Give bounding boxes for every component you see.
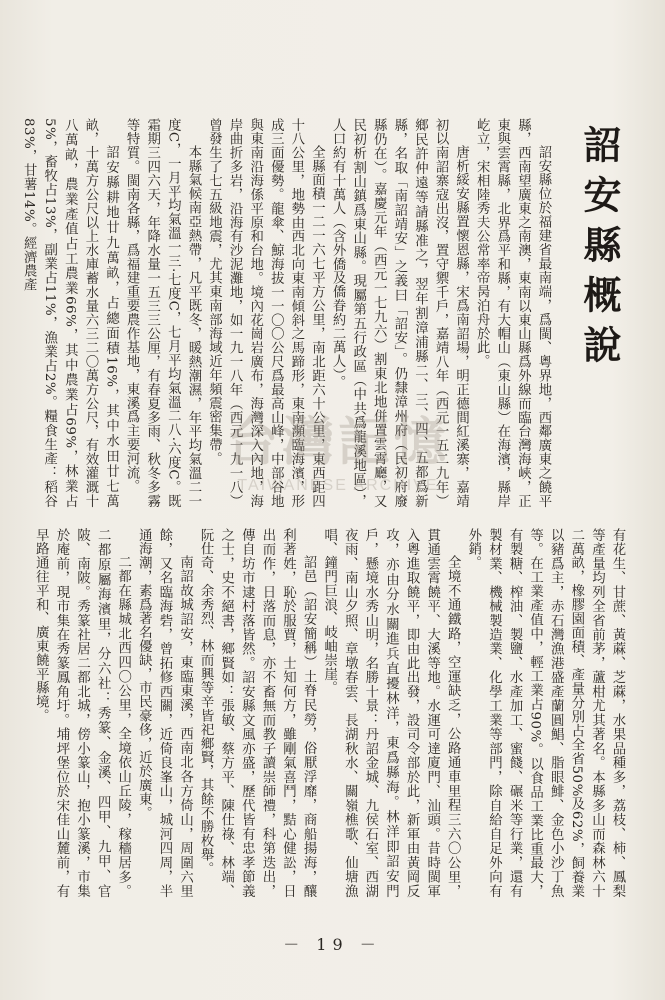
paragraph-2: 唐析綏安縣置懷恩縣，宋爲南詔場，明正德間紅溪寨，嘉靖初以南詔寨寇出沒，置守禦千戶，嘉靖八年（西元一五二九年）鄉民許仲遠等請縣准之，翌年割漳浦縣二、三、四、五都爲新縣，名取「南詔靖安」之義曰「詔安」。仍隸漳州府（民初府廢縣仍在）。嘉慶元年（西元一七九六）割東北地併置雲霄廳，又民初析割山鎮爲東山縣。現屬第五行政區（中共爲龍溪地區），人口約有十萬人（含外僑及僑眷約二萬人）。 [330,118,469,508]
paragraph-3: 全縣面積一二一六七平方公里，南北距六十公里，東西距四十八公里，地勢由西北向東南傾斜之馬蹄形，東南瀕臨海濱，形成三面優勢。龍傘、鯨海拔一一〇〇公尺爲最高山峰，中部谷地與東南沿海係平原和台地。境內花崗岩廣布，海灣深入內地，海岸曲折多岩，沿海有沙泥灘地，如一九一八年（西元一九一八）曾發生了七五級地震，尤其東南部海域近年頻震密集帶。 [206,118,325,508]
article-title: 詔安縣概說 [577,125,622,375]
watermark-subtext: TAIWANESE ARCHIVE [237,477,439,494]
paragraph-9: 南詔故城詔安，東臨東溪，西南北各方倚山，周圍六里餘，又名臨海砦，曾拓修西關，近倚良峯山，城河四周，半通海潮，素爲著名優缺，市民豪侈，近於廣東。 [136,528,193,898]
watermark-text: 台灣記憶 [225,414,450,472]
paragraph-5: 詔安縣耕地廿九萬畝，占總面積16%，其中水田廿七萬畝，十萬方公尺以上水庫蓄水量六三二〇萬方公尺，有效灌溉十八萬畝，農業產值占工農業66%，其中農業占69%，林業占5%，畜牧占13%，副業占11%，漁業占2%。糧食生產：稻谷83%，甘薯14%。經濟農產 [21,118,119,508]
paragraph-4: 本縣氣候南亞熱帶，凡平既冬，暖熱潮濕，年平均氣溫二一度C，一月平均氣溫一三·七度C，七月平均氣溫二八·六度C。既霜期三四六天，年降水量一五三三公厘，有春夏多雨、秋冬多霧等特質。閩南各縣，爲福建重要農作基地，東溪爲主要河流。 [124,118,201,508]
page-number: － 19 － [283,935,382,954]
paragraph-7: 全境不通鐵路，空運缺乏，公路通車里程三六〇公里，貫通雲霄饒平、大溪等地。水運可達廈門、汕頭。昔時閩軍入粵進取饒平，即由此出發，設司令部於此，新軍由黃岡反攻，亦由分水關進兵直擾林洋，東爲縣海。林洋即詔安門戶，懸境水秀山明，名勝十景：丹詔金城、九侯石室、西湖夜雨、南山夕照、章墩春雲、長湖秋水、關嶺樵歌、仙塘漁唱、鐘門巨浪、岐岫崇崖。 [321,528,461,898]
paragraph-6: 有花生、甘蔗、黃蔴、芝蔴，水果品種多，荔枝、柿、鳳梨等產量均列全省前茅，蘆柑尤其著名。本縣多山而森林六十二萬畝，橡膠園面積、產量分別占全省50%及62%，飼養業以豬爲主，赤石灣漁港盛產蘭圓鯧、脂眼鯡、金色小沙丁魚等。在工業產值中，輕工業占90%。以食品工業比重最大，有製糖、榨油、製鹽、水產加工、蜜餞、碾米等行業，還有製材業、機械製造業、化學工業等部門，除自給自足外向有外銷。 [465,528,625,898]
paragraph-10: 二都在縣城北西四〇公里，全境依山丘陵，稼穡居多。二都原屬海濱里，分六社：秀篆、金溪、四甲、九甲、官陂、南陂。秀篆社居二都北城，傍小篆山，抱小篆溪，市集於庵前，現市集在秀篆鳳角圩。埔坪堡位於宋佳山麓前，有早路通往平和、廣東饒平縣境。 [33,528,131,898]
text-block-top [21,118,553,508]
text-block-bottom [33,528,627,898]
paragraph-8: 詔邑（詔安簡稱）土脊民勞，俗厭浮靡，商船揚海，釀利著姓，恥於服賈，士知何方，雖剛氣喜鬥，黠心健訟，日出而作，日落而息，亦不畜無而教子讀崇師禮，科第迭出，傳自坊市逮村落皆然。詔安縣文風亦盛，歷代皆有忠孝節義之士，史不絕書，鄉賢如：張敏、蔡方平、陳仕祿、林端、阮仕奇、余秀烈、林而興等辛皆祀鄉賢，其餘不勝枚舉。 [198,528,317,898]
paragraph-1: 詔安縣位於福建省最南端，爲閩、粵界地，西鄰廣東之饒平縣，西南望廣東之南澳，東南以東山縣爲外線而臨台灣海峽，正東與雲霄縣，北界爲平和縣，有大帽山（東山縣）在海濱，縣岸屹立，宋相陸秀夫公常率帝昺泊舟於此。 [474,118,551,508]
